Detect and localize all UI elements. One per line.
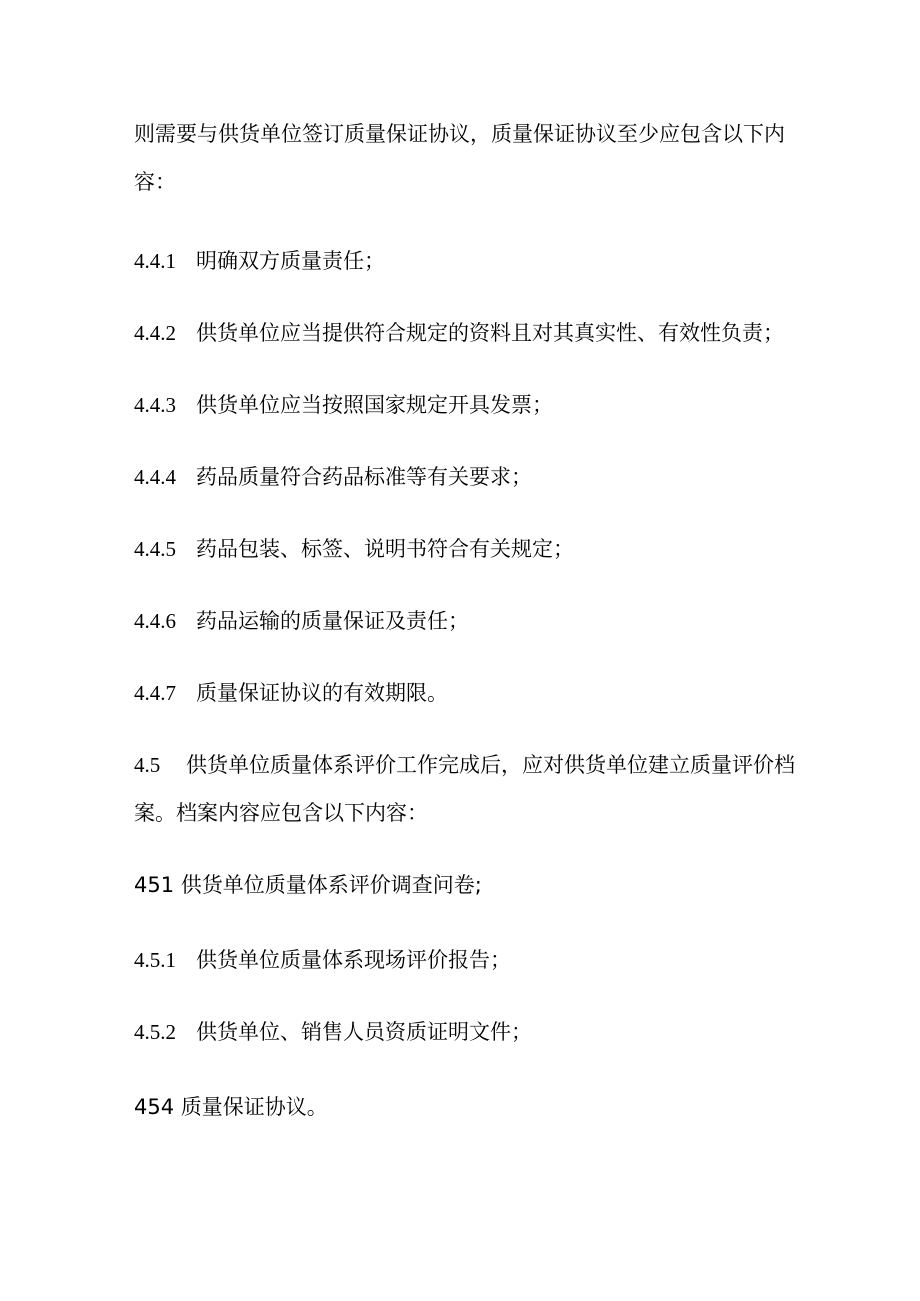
item-number: 4.4.2 [134, 321, 176, 345]
list-item [134, 462, 532, 492]
item-number: 4.4.4 [134, 465, 176, 489]
item-number: 4.4.5 [134, 537, 176, 561]
list-item [134, 678, 448, 708]
section-number: 4.5 [134, 753, 161, 777]
item-text: 明确双方质量责任； [196, 249, 385, 273]
item-text: 供货单位应当按照国家规定开具发票； [196, 393, 553, 417]
item-number: 4.5.1 [134, 948, 176, 972]
item-number: 4.4.1 [134, 249, 176, 273]
item-text: 供货单位、销售人员资质证明文件； [196, 1020, 532, 1044]
list-item [134, 606, 469, 636]
list-item [134, 390, 553, 420]
item-text: 药品包装、标签、说明书符合有关规定； [196, 537, 574, 561]
list-item [134, 318, 784, 348]
item-text: 供货单位质量体系现场评价报告； [196, 948, 511, 972]
item-text: 药品运输的质量保证及责任； [196, 609, 469, 633]
paragraph-line: 案。档案内容应包含以下内容： [134, 801, 428, 825]
section-heading [134, 750, 795, 780]
list-item [134, 1092, 328, 1122]
list-item [134, 945, 511, 975]
item-text: 供货单位应当提供符合规定的资料且对其真实性、有效性负责； [196, 321, 784, 345]
paragraph-line: 容： [134, 170, 176, 194]
item-number: 4.5.2 [134, 1020, 176, 1044]
paragraph-line: 则需要与供货单位签订质量保证协议，质量保证协议至少应包含以下内 [134, 122, 785, 146]
list-item [134, 870, 482, 900]
item-number: 4.4.3 [134, 393, 176, 417]
item-number: 4.4.7 [134, 681, 176, 705]
item-text: 质量保证协议的有效期限。 [196, 681, 448, 705]
item-number: 4.4.6 [134, 609, 176, 633]
item-text: 451 供货单位质量体系评价调查问卷; [134, 873, 482, 897]
list-item [134, 1017, 532, 1047]
list-item [134, 246, 385, 276]
item-text: 454 质量保证协议。 [134, 1095, 328, 1119]
section-text: 供货单位质量体系评价工作完成后，应对供货单位建立质量评价档 [186, 753, 795, 777]
item-text: 药品质量符合药品标准等有关要求； [196, 465, 532, 489]
list-item [134, 534, 574, 564]
